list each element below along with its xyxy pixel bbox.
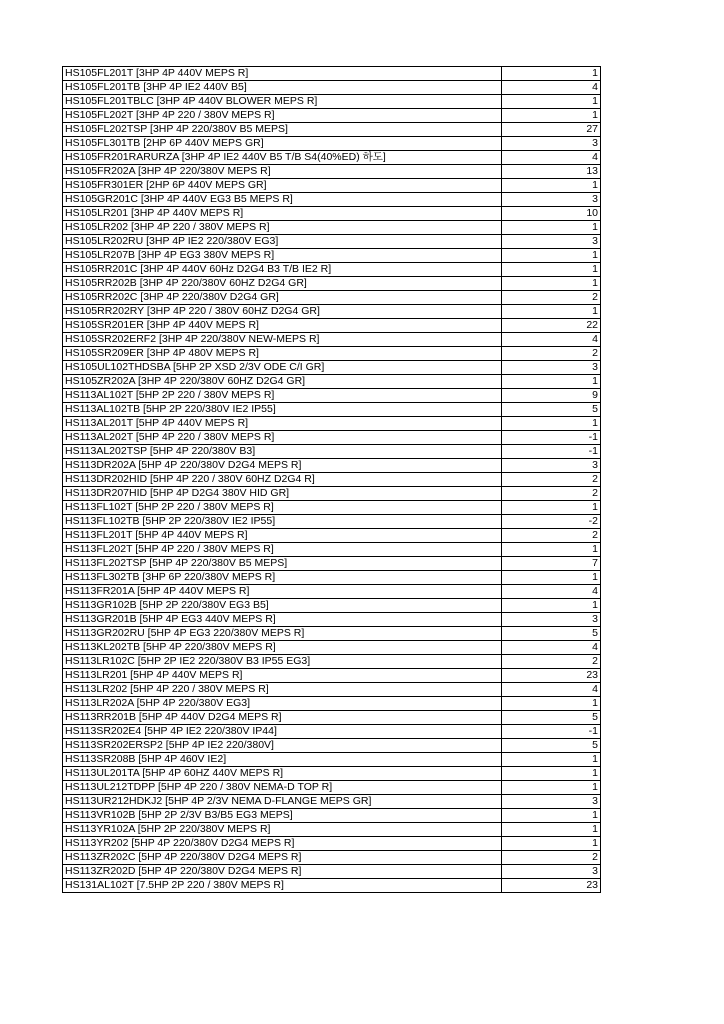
item-description-cell: HS105FR201RARURZA [3HP 4P IE2 440V B5 T/B S4(40%ED) 하도] [63,151,502,165]
table-row [63,557,601,571]
quantity-cell: 3 [502,137,601,151]
item-description-cell: HS105LR201 [3HP 4P 440V MEPS R] [63,207,502,221]
table-row [63,683,601,697]
table-row [63,81,601,95]
item-description-cell: HS105GR201C [3HP 4P 440V EG3 B5 MEPS R] [63,193,502,207]
table-row [63,865,601,879]
quantity-cell: 5 [502,627,601,641]
item-description-cell: HS105FL201T [3HP 4P 440V MEPS R] [63,67,502,81]
table-row [63,277,601,291]
item-description-cell: HS113LR202A [5HP 4P 220/380V EG3] [63,697,502,711]
quantity-cell: 4 [502,585,601,599]
table-row [63,151,601,165]
item-description-cell: HS105FL301TB [2HP 6P 440V MEPS GR] [63,137,502,151]
quantity-cell: 4 [502,151,601,165]
item-description-cell: HS105RR201C [3HP 4P 440V 60Hz D2G4 B3 T/B IE2 R] [63,263,502,277]
item-description-cell: HS113FL102TB [5HP 2P 220/380V IE2 IP55] [63,515,502,529]
item-description-cell: HS105SR209ER [3HP 4P 480V MEPS R] [63,347,502,361]
table-row [63,837,601,851]
item-description-cell: HS113AL202T [5HP 4P 220 / 380V MEPS R] [63,431,502,445]
inventory-table [62,66,601,893]
quantity-cell: 2 [502,529,601,543]
table-row [63,137,601,151]
table-row [63,809,601,823]
quantity-cell: 9 [502,389,601,403]
item-description-cell: HS105UL102THDSBA [5HP 2P XSD 2/3V ODE C/I GR] [63,361,502,375]
table-row [63,739,601,753]
quantity-cell: 1 [502,375,601,389]
table-row [63,669,601,683]
table-row [63,515,601,529]
item-description-cell: HS113RR201B [5HP 4P 440V D2G4 MEPS R] [63,711,502,725]
table-row [63,431,601,445]
item-description-cell: HS105SR201ER [3HP 4P 440V MEPS R] [63,319,502,333]
table-row [63,585,601,599]
item-description-cell: HS113AL202TSP [5HP 4P 220/380V B3] [63,445,502,459]
quantity-cell: 3 [502,193,601,207]
table-row [63,487,601,501]
quantity-cell: 4 [502,81,601,95]
table-row [63,263,601,277]
quantity-cell: 1 [502,571,601,585]
item-description-cell: HS105RR202RY [3HP 4P 220 / 380V 60HZ D2G4 GR] [63,305,502,319]
item-description-cell: HS113SR208B [5HP 4P 460V IE2] [63,753,502,767]
table-row [63,697,601,711]
table-row [63,305,601,319]
quantity-cell: 2 [502,291,601,305]
table-row [63,767,601,781]
table-row [63,221,601,235]
item-description-cell: HS113FL201T [5HP 4P 440V MEPS R] [63,529,502,543]
table-row [63,361,601,375]
item-description-cell: HS113AL102TB [5HP 2P 220/380V IE2 IP55] [63,403,502,417]
quantity-cell: 13 [502,165,601,179]
table-row [63,333,601,347]
quantity-cell: 1 [502,221,601,235]
item-description-cell: HS113LR202 [5HP 4P 220 / 380V MEPS R] [63,683,502,697]
table-row [63,67,601,81]
item-description-cell: HS105FL202T [3HP 4P 220 / 380V MEPS R] [63,109,502,123]
quantity-cell: 1 [502,543,601,557]
quantity-cell: 2 [502,473,601,487]
table-row [63,347,601,361]
table-row [63,319,601,333]
table-row [63,529,601,543]
item-description-cell: HS113DR202HID [5HP 4P 220 / 380V 60HZ D2G4 R] [63,473,502,487]
item-description-cell: HS105SR202ERF2 [3HP 4P 220/380V NEW-MEPS R] [63,333,502,347]
quantity-cell: 3 [502,235,601,249]
quantity-cell: 4 [502,683,601,697]
quantity-cell: 1 [502,809,601,823]
table-row [63,879,601,893]
quantity-cell: 4 [502,333,601,347]
item-description-cell: HS113SR202ERSP2 [5HP 4P IE2 220/380V] [63,739,502,753]
quantity-cell: 1 [502,305,601,319]
item-description-cell: HS113FL202T [5HP 4P 220 / 380V MEPS R] [63,543,502,557]
quantity-cell: 5 [502,403,601,417]
table-row [63,389,601,403]
item-description-cell: HS113AL102T [5HP 2P 220 / 380V MEPS R] [63,389,502,403]
table-row [63,823,601,837]
table-row [63,459,601,473]
quantity-cell: 1 [502,599,601,613]
table-row [63,501,601,515]
table-row [63,781,601,795]
quantity-cell: 1 [502,67,601,81]
quantity-cell: 7 [502,557,601,571]
quantity-cell: 2 [502,851,601,865]
table-row [63,375,601,389]
quantity-cell: 1 [502,753,601,767]
quantity-cell: 1 [502,697,601,711]
item-description-cell: HS105FL201TB [3HP 4P IE2 440V B5] [63,81,502,95]
item-description-cell: HS113KL202TB [5HP 4P 220/380V MEPS R] [63,641,502,655]
item-description-cell: HS105FL202TSP [3HP 4P 220/380V B5 MEPS] [63,123,502,137]
table-row [63,207,601,221]
item-description-cell: HS105FR301ER [2HP 6P 440V MEPS GR] [63,179,502,193]
quantity-cell: 22 [502,319,601,333]
quantity-cell: 1 [502,823,601,837]
item-description-cell: HS113DR207HID [5HP 4P D2G4 380V HID GR] [63,487,502,501]
table-row [63,193,601,207]
quantity-cell: 1 [502,417,601,431]
table-row [63,179,601,193]
table-row [63,571,601,585]
quantity-cell: 3 [502,459,601,473]
quantity-cell: 1 [502,277,601,291]
item-description-cell: HS113SR202E4 [5HP 4P IE2 220/380V IP44] [63,725,502,739]
quantity-cell: 1 [502,767,601,781]
quantity-cell: -1 [502,725,601,739]
quantity-cell: 2 [502,655,601,669]
quantity-cell: 1 [502,95,601,109]
item-description-cell: HS113GR202RU [5HP 4P EG3 220/380V MEPS R] [63,627,502,641]
table-row [63,165,601,179]
table-row [63,599,601,613]
quantity-cell: 27 [502,123,601,137]
quantity-cell: 1 [502,263,601,277]
table-row [63,417,601,431]
table-row [63,711,601,725]
quantity-cell: 5 [502,739,601,753]
quantity-cell: 5 [502,711,601,725]
item-description-cell: HS113FL102T [5HP 2P 220 / 380V MEPS R] [63,501,502,515]
quantity-cell: 3 [502,795,601,809]
quantity-cell: 3 [502,361,601,375]
quantity-cell: 10 [502,207,601,221]
quantity-cell: 1 [502,249,601,263]
quantity-cell: 2 [502,347,601,361]
table-row [63,249,601,263]
table-row [63,109,601,123]
quantity-cell: -1 [502,445,601,459]
table-row [63,795,601,809]
table-row [63,473,601,487]
inventory-rows [63,67,601,893]
item-description-cell: HS105LR207B [3HP 4P EG3 380V MEPS R] [63,249,502,263]
item-description-cell: HS105RR202C [3HP 4P 220/380V D2G4 GR] [63,291,502,305]
item-description-cell: HS113DR202A [5HP 4P 220/380V D2G4 MEPS R] [63,459,502,473]
item-description-cell: HS113VR102B [5HP 2P 2/3V B3/B5 EG3 MEPS] [63,809,502,823]
item-description-cell: HS113GR201B [5HP 4P EG3 440V MEPS R] [63,613,502,627]
quantity-cell: -2 [502,515,601,529]
item-description-cell: HS105FR202A [3HP 4P 220/380V MEPS R] [63,165,502,179]
item-description-cell: HS113UR212HDKJ2 [5HP 4P 2/3V NEMA D-FLANGE MEPS GR] [63,795,502,809]
item-description-cell: HS113YR102A [5HP 2P 220/380V MEPS R] [63,823,502,837]
table-row [63,235,601,249]
table-row [63,123,601,137]
quantity-cell: 1 [502,837,601,851]
quantity-cell: 23 [502,669,601,683]
item-description-cell: HS105FL201TBLC [3HP 4P 440V BLOWER MEPS R] [63,95,502,109]
table-row [63,753,601,767]
item-description-cell: HS105ZR202A [3HP 4P 220/380V 60HZ D2G4 GR] [63,375,502,389]
item-description-cell: HS113FL302TB [3HP 6P 220/380V MEPS R] [63,571,502,585]
item-description-cell: HS105RR202B [3HP 4P 220/380V 60HZ D2G4 GR] [63,277,502,291]
item-description-cell: HS113UL212TDPP [5HP 4P 220 / 380V NEMA-D TOP R] [63,781,502,795]
item-description-cell: HS131AL102T [7.5HP 2P 220 / 380V MEPS R] [63,879,502,893]
quantity-cell: -1 [502,431,601,445]
table-row [63,655,601,669]
quantity-cell: 1 [502,179,601,193]
quantity-cell: 1 [502,501,601,515]
quantity-cell: 3 [502,613,601,627]
table-row [63,641,601,655]
item-description-cell: HS113UL201TA [5HP 4P 60HZ 440V MEPS R] [63,767,502,781]
item-description-cell: HS105LR202RU [3HP 4P IE2 220/380V EG3] [63,235,502,249]
item-description-cell: HS113GR102B [5HP 2P 220/380V EG3 B5] [63,599,502,613]
quantity-cell: 2 [502,487,601,501]
item-description-cell: HS105LR202 [3HP 4P 220 / 380V MEPS R] [63,221,502,235]
item-description-cell: HS113YR202 [5HP 4P 220/380V D2G4 MEPS R] [63,837,502,851]
table-row [63,403,601,417]
quantity-cell: 23 [502,879,601,893]
table-row [63,613,601,627]
item-description-cell: HS113ZR202D [5HP 4P 220/380V D2G4 MEPS R] [63,865,502,879]
item-description-cell: HS113FL202TSP [5HP 4P 220/380V B5 MEPS] [63,557,502,571]
table-row [63,725,601,739]
item-description-cell: HS113ZR202C [5HP 4P 220/380V D2G4 MEPS R] [63,851,502,865]
quantity-cell: 1 [502,781,601,795]
item-description-cell: HS113LR102C [5HP 2P IE2 220/380V B3 IP55 EG3] [63,655,502,669]
table-row [63,445,601,459]
table-row [63,291,601,305]
table-row [63,851,601,865]
item-description-cell: HS113AL201T [5HP 4P 440V MEPS R] [63,417,502,431]
table-row [63,627,601,641]
quantity-cell: 3 [502,865,601,879]
table-row [63,95,601,109]
table-row [63,543,601,557]
item-description-cell: HS113FR201A [5HP 4P 440V MEPS R] [63,585,502,599]
quantity-cell: 1 [502,109,601,123]
quantity-cell: 4 [502,641,601,655]
item-description-cell: HS113LR201 [5HP 4P 440V MEPS R] [63,669,502,683]
